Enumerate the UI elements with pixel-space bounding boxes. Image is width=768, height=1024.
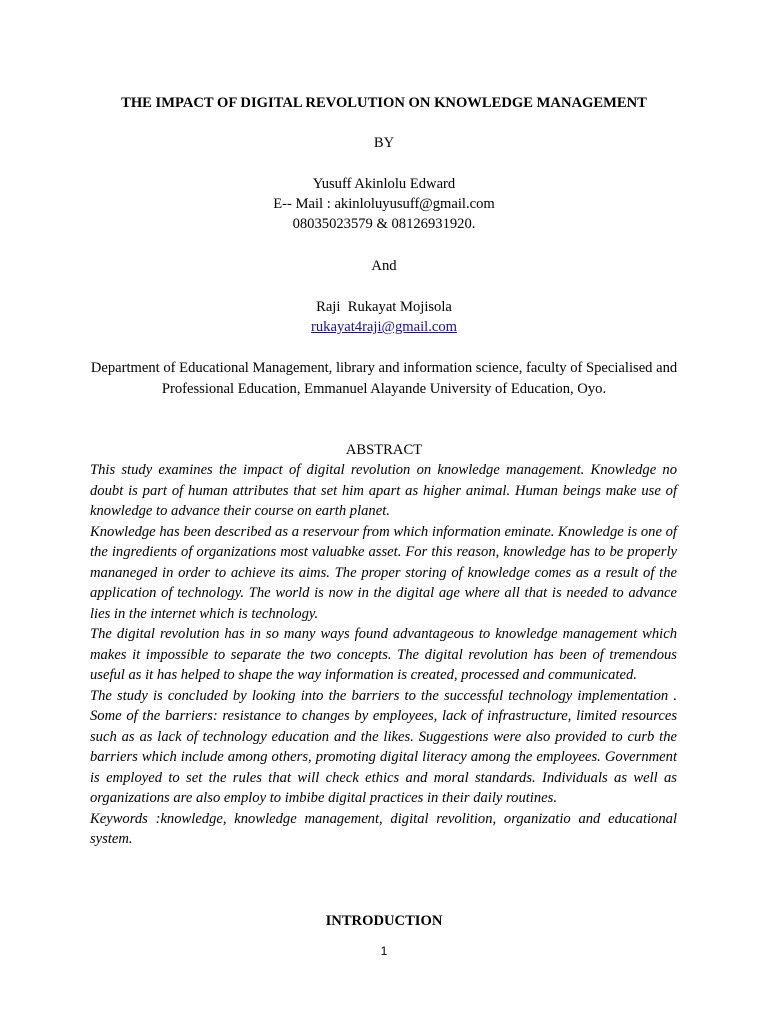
and-label: And <box>371 258 397 274</box>
author2-name: Raji Rukayat Mojisola <box>316 299 452 315</box>
abstract-heading: ABSTRACT <box>345 442 423 458</box>
introduction-heading: INTRODUCTION <box>325 913 443 929</box>
abstract-paragraph: Knowledge has been described as a reservour from which information eminate. Knowledge is one of the ingredients of organizations most valuabke asset. For this reason, knowledge has to be properly mananeged in order to achieve its aims. The proper storing of knowledge comes as a result of the application of technology. The world is now in the digital age where all that is needed to advance lies in the internet which is technology. <box>90 523 677 622</box>
abstract-body <box>90 460 677 850</box>
author1-email: E-- Mail : akinloluyusuff@gmail.com <box>273 196 495 212</box>
author2-email-link[interactable]: rukayat4raji@gmail.com <box>311 319 457 335</box>
author1-name: Yusuff Akinlolu Edward <box>312 176 456 192</box>
by-label: BY <box>373 135 395 151</box>
document-title: THE IMPACT OF DIGITAL REVOLUTION ON KNOWLEDGE MANAGEMENT <box>121 95 647 111</box>
abstract-paragraph: The study is concluded by looking into the barriers to the successful technology implementation . Some of the barriers: resistance to changes by employees, lack of infrastructure, limited resources such as as lack of technology education and the likes. Suggestions were also provided to curb the barriers which include among others, promoting digital literacy among the employees. Government is employed to set the rules that will check ethics and moral standards. Individuals as well as organizations are also employ to imbibe digital practices in their daily routines. <box>90 687 677 806</box>
author1-phone: 08035023579 & 08126931920. <box>292 216 476 232</box>
abstract-paragraph: The digital revolution has in so many ways found advantageous to knowledge management which makes it impossible to separate the two concepts. The digital revolution has been of tremendous useful as it has helped to shape the way information is created, processed and communicated. <box>90 626 677 683</box>
department-affiliation: Department of Educational Management, library and information science, faculty of Specialised and Professional Education, Emmanuel Alayande University of Education, Oyo. <box>90 360 678 397</box>
keywords-paragraph: Keywords :knowledge, knowledge management, digital revolition, organizatio and educational system. <box>90 810 677 847</box>
author2-email-line <box>0 317 768 337</box>
abstract-paragraph: This study examines the impact of digital revolution on knowledge management. Knowledge no doubt is part of human attributes that set him apart as higher animal. Human beings make use of knowledge to advance their course on earth planet. <box>90 462 677 519</box>
page-number: 1 <box>380 944 388 958</box>
